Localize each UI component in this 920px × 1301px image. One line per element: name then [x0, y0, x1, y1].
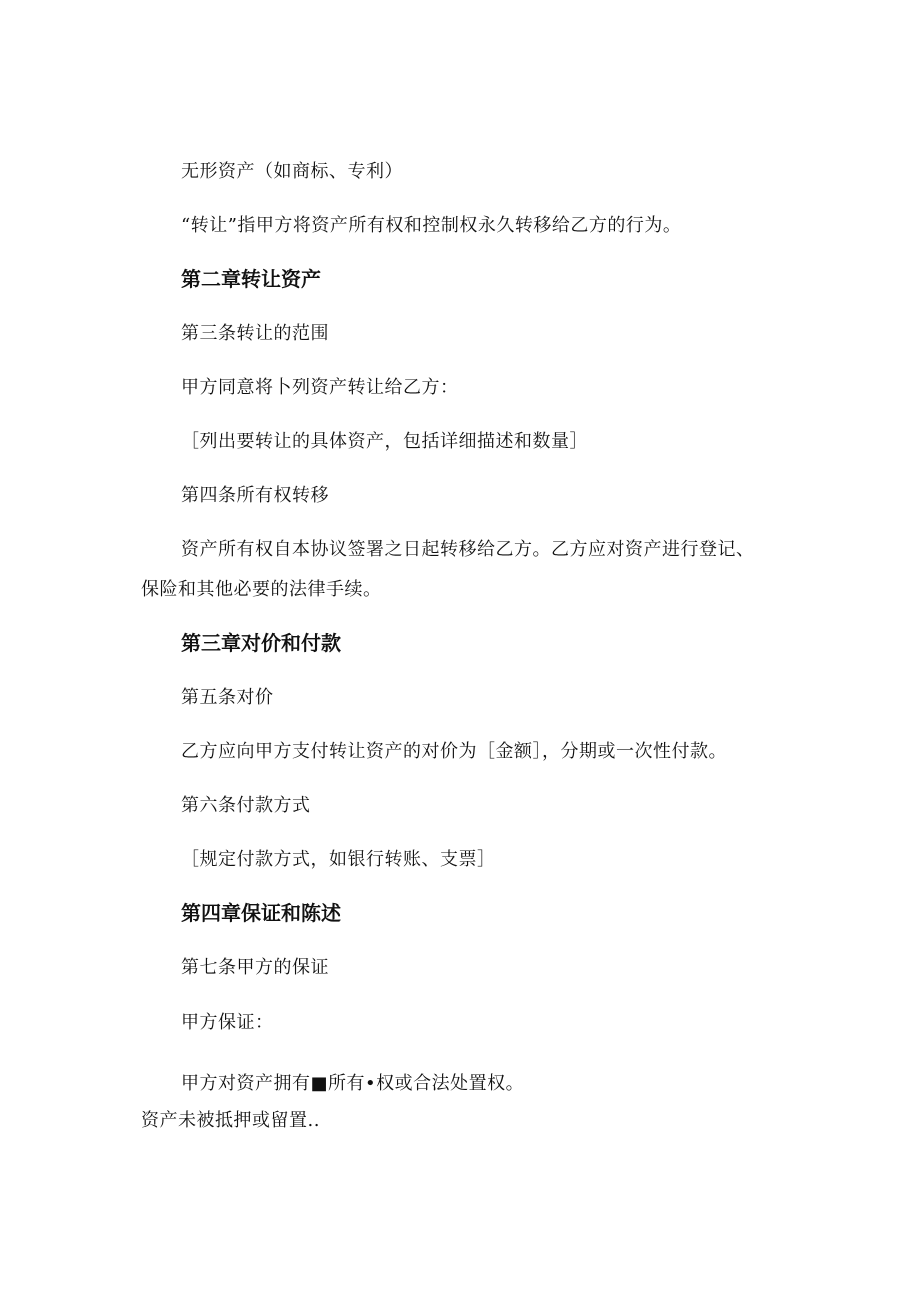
paragraph-ownership-transfer-continued: 保险和其他必要的法律手续。: [141, 579, 382, 600]
chapter-heading-4: 第四章保证和陈述: [181, 901, 341, 925]
paragraph-intangible-assets: 无形资产（如商标、专利）: [181, 161, 403, 182]
chapter-heading-2: 第二章转让资产: [181, 267, 321, 291]
paragraph-party-a-agrees: 甲方同意将卜列资产转让给乙方：: [181, 377, 459, 398]
paragraph-payment-method-placeholder: ［规定付款方式，如银行转账、支票］: [181, 849, 496, 870]
chapter-heading-3: 第三章对价和付款: [181, 631, 341, 655]
article-heading-3: 第三条转让的范围: [181, 323, 329, 344]
article-heading-5: 第五条对价: [181, 687, 274, 708]
article-heading-6: 第六条付款方式: [181, 795, 311, 816]
paragraph-asset-list-placeholder: ［列出要转让的具体资产，包括详细描述和数量］: [181, 431, 588, 452]
paragraph-ownership-warranty: 甲方对资产拥有■所有•权或合法处置权。: [181, 1073, 525, 1094]
paragraph-transfer-definition: “转让”指甲方将资产所有权和控制权永久转移给乙方的行为。: [181, 215, 682, 236]
article-heading-4: 第四条所有权转移: [181, 485, 329, 506]
article-heading-7: 第七条甲方的保证: [181, 957, 329, 978]
paragraph-no-mortgage: 资产未被抵押或留置..: [141, 1110, 320, 1131]
paragraph-consideration: 乙方应向甲方支付转让资产的对价为［金额］，分期或一次性付款。: [181, 741, 727, 762]
paragraph-ownership-transfer: 资产所有权自本协议签署之日起转移给乙方。乙方应对资产进行登记、: [181, 539, 755, 560]
paragraph-party-a-warrants: 甲方保证：: [181, 1012, 274, 1033]
